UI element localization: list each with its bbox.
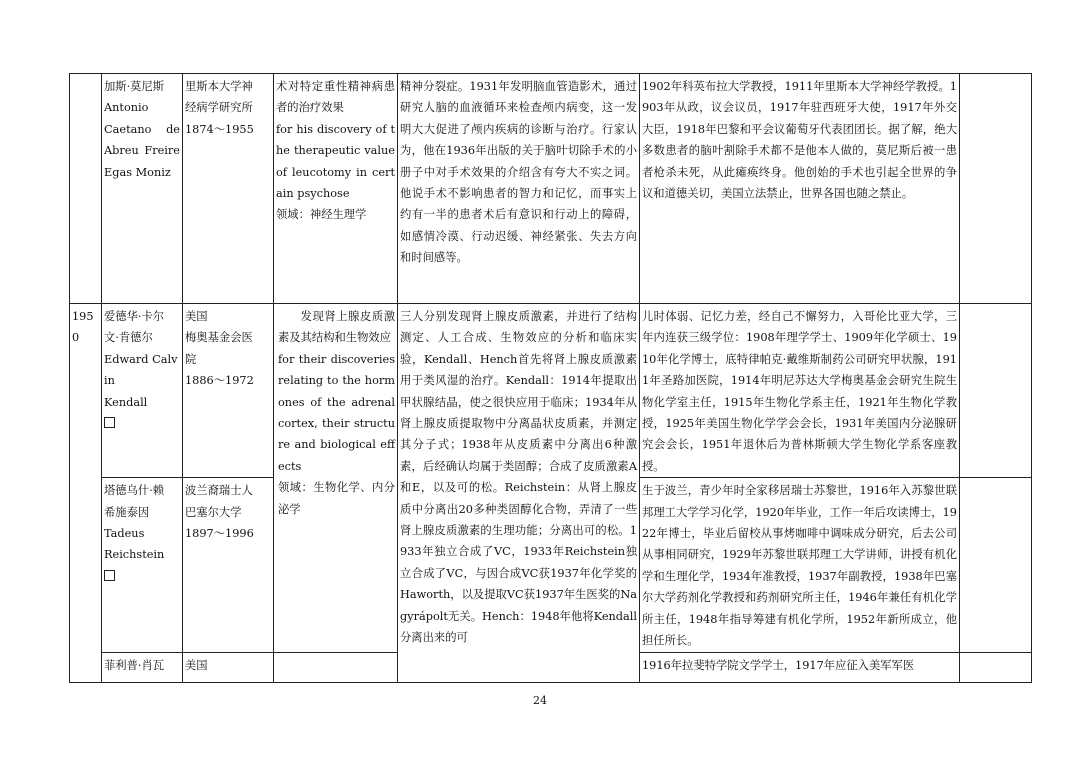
- table-row: [70, 74, 1032, 304]
- prize-reason-cell: [274, 304, 398, 653]
- institution-text: 里斯本大学神: [185, 80, 253, 93]
- institution-cell: [183, 478, 274, 652]
- laureate-name-cell: [102, 304, 183, 478]
- achievement-text: 精神分裂症。1931年发明脑血管造影术，通过研究人脑的血液循环来检查颅内病变，这一发明大大促进了颅内疾病的诊断与治疗。行家认为，他在1936年出版的关于脑叶切除手术的小册子中对手术效果的介绍含有夸大不实之词。他说手术不影响患者的智力和记忆，而事实上约有一半的患者术后有意识和行动上的障碍，如感情冷漠、行动迟缓、神经紧张、失去方向和时间感等。: [400, 80, 637, 265]
- life-dates: 1874～1955: [185, 122, 254, 136]
- prize-reason-cn: 术对特定重性精神病患者的治疗效果: [276, 80, 395, 115]
- biography-text: 生于波兰，青少年时全家移居瑞士苏黎世，1916年入苏黎世联邦理工大学学习化学，1920年毕业，工作一年后攻读博士，1922年博士，毕业后留校从事烤咖啡中调味成分研究，后去公司从事相同研究，1929年苏黎世联邦理工大学讲师，讲授有机化学和生理化学，1934年准教授，1937年副教授，1938年巴塞尔大学药剂化学教授和药剂研究所主任，1946年兼任有机化学所主任，1948年指导筹建有机化学所，1952年新所成立，他担任所长。: [642, 484, 957, 648]
- institution-text: 经病学研究所: [185, 101, 253, 115]
- institution-text: 巴塞尔大学: [185, 505, 242, 519]
- biography-cell: [640, 74, 960, 304]
- field-label: 领域：神经生理学: [276, 208, 367, 222]
- institution-text: 美国: [185, 658, 208, 672]
- laureate-name-cell: [102, 74, 183, 304]
- year-cell: [70, 304, 102, 683]
- prize-reason-cell: [274, 74, 398, 304]
- institution-text: 美国: [185, 310, 208, 323]
- notes-cell: [960, 478, 1032, 652]
- notes-cell: [960, 74, 1032, 304]
- achievement-text: 三人分别发现肾上腺皮质激素，并进行了结构测定、人工合成、生物效应的分析和临床实验，Kendall、Hench首先将肾上腺皮质激素用于类风湿的治疗。Kendall：1914年提取出甲状腺结晶，使之很快应用于临床；1934年从肾上腺皮质提取物中分离晶状皮质素，并测定其分子式；1938年从皮质素中分离出6种激素，后经确认均属于类固醇；合成了皮质激素A和E，以及可的松。Reichstein：从肾上腺皮质中分离出20多种类固醇化合物，弄清了一些肾上腺皮质激素的生理功能；分离出可的松。1933年独立合成了VC，1933年Reichstein独立合成了VC，与因合成VC获1937年化学奖的Haworth，以及提取VC获1937年生医奖的Nagyrápolt无关。Hench：1948年他将Kendall分离出来的可: [400, 310, 637, 645]
- institution-cell: [183, 304, 274, 478]
- laureate-name: 加斯·莫尼斯: [104, 80, 165, 93]
- laureate-name: 塔德乌什·赖: [104, 484, 165, 498]
- institution-cell: [183, 652, 274, 682]
- laureate-name: Reichstein: [104, 548, 165, 562]
- notes-cell: [960, 304, 1032, 478]
- biography-text: 1916年拉斐特学院文学学士，1917年应征入美军军医: [642, 658, 915, 672]
- institution-text: 院: [185, 352, 197, 366]
- laureate-name: Antonio: [104, 101, 149, 115]
- laureate-name: Caetano de: [104, 122, 180, 136]
- biography-text: 1902年科英布拉大学教授，1911年里斯本大学神经学教授。1903年从政，议会议员，1917年驻西班牙大使，1917年外交大臣，1918年巴黎和平会议葡萄牙代表团团长。据了解，绝大多数患者的脑叶割除手术都不是他本人做的，莫尼斯后被一患者枪杀未死，从此瘫痪终身。他创始的手术也引起全世界的争议和道德关切，美国立法禁止，世界各国也随之禁止。: [642, 80, 957, 201]
- laureate-name-cell: [102, 478, 183, 652]
- laureate-name: Edward Calvin: [104, 352, 178, 388]
- field-label: 领域：生物化学、内分泌学: [278, 481, 395, 516]
- biography-cell: [640, 652, 960, 682]
- biography-cell: [640, 304, 960, 478]
- checkbox-icon: [104, 417, 115, 428]
- laureate-name: Abreu Freire: [104, 144, 180, 158]
- biography-text: 儿时体弱、记忆力差，经自己不懈努力，入哥伦比亚大学，三年内连获三级学位：1908年理学学士、1909年化学硕士、1910年化学博士，底特律帕克·戴维斯制药公司研究甲状腺，1911年圣路加医院，1914年明尼苏达大学梅奥基金会研究生院生物化学室主任，1915年生物化学系主任，1921年生物化学教授，1925年美国生物化学学会会长，1931年美国内分泌腺研究会会长，1951年退休后为普林斯顿大学生物化学系客座教授。: [642, 310, 957, 473]
- prize-reason-en: for their discoveries relating to the hormones of the adrenal cortex, their structure and biological effects: [278, 352, 395, 473]
- institution-text: 梅奥基金会医: [185, 331, 253, 345]
- year-cell: [70, 74, 102, 304]
- prize-reason-cn: 发现肾上腺皮质激素及其结构和生物效应: [278, 310, 395, 345]
- prize-reason-cell: [274, 652, 398, 682]
- achievement-cell: [398, 304, 640, 683]
- award-year: 1950: [72, 310, 94, 345]
- laureate-name-cell: [102, 652, 183, 682]
- laureate-name: 爱德华·卡尔: [104, 310, 165, 323]
- laureate-name: 文·肯德尔: [104, 331, 153, 345]
- prize-reason-en: for his discovery of the therapeutic value of leucotomy in certain psychose: [276, 122, 395, 201]
- laureate-name: Egas Moniz: [104, 165, 171, 179]
- laureate-name: Kendall: [104, 395, 148, 409]
- life-dates: 1886～1972: [185, 374, 254, 388]
- laureate-name: 菲利普·肖瓦: [104, 658, 165, 672]
- institution-text: 波兰裔瑞士人: [185, 484, 253, 498]
- page-number: 24: [533, 694, 547, 707]
- table-row: [70, 304, 1032, 478]
- biography-cell: [640, 478, 960, 652]
- achievement-cell: [398, 74, 640, 304]
- laureate-name: 希施泰因: [104, 505, 150, 519]
- institution-cell: [183, 74, 274, 304]
- laureate-name: Tadeus: [104, 527, 145, 541]
- nobel-laureates-table: [69, 73, 1032, 683]
- notes-cell: [960, 652, 1032, 682]
- checkbox-icon: [104, 570, 115, 581]
- life-dates: 1897～1996: [185, 527, 254, 541]
